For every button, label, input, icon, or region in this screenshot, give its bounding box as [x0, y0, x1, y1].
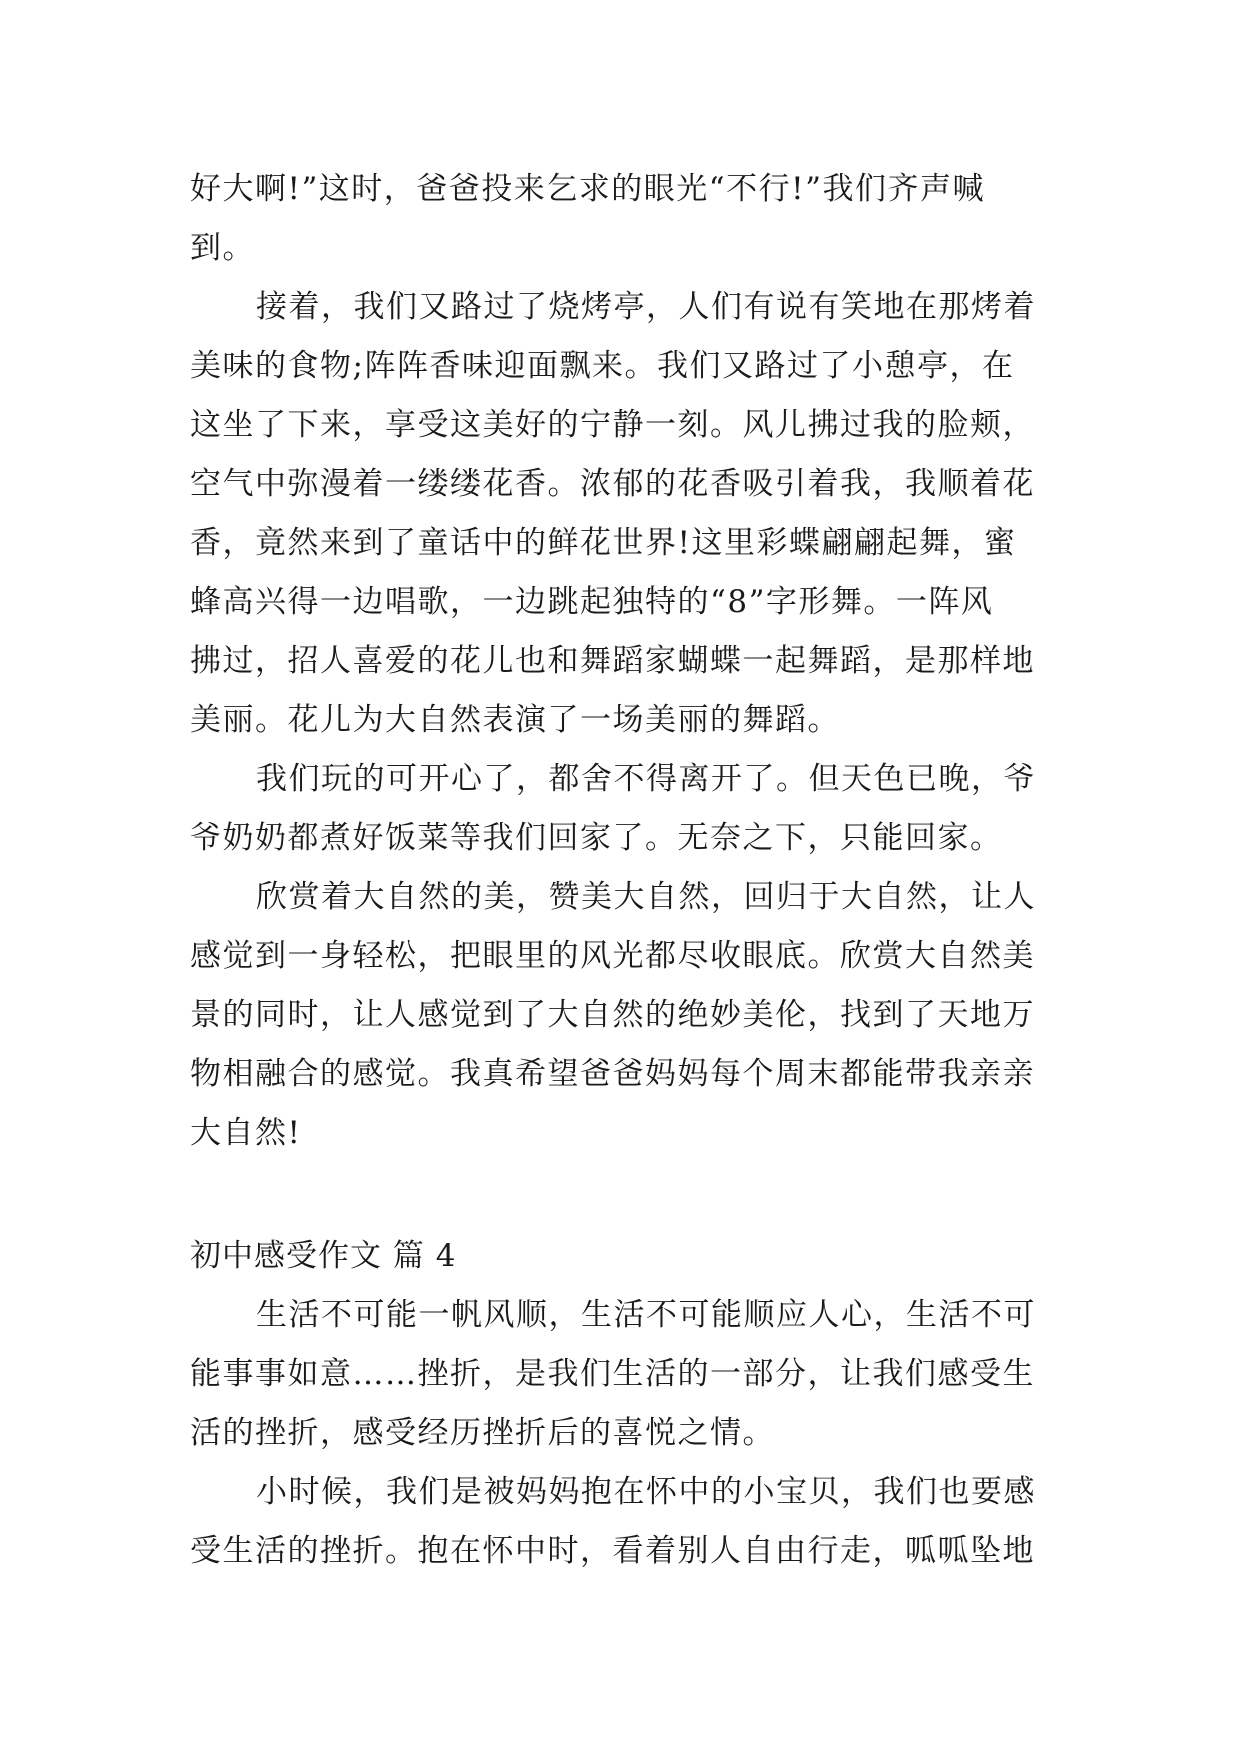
paragraph — [190, 160, 1060, 278]
text-line: 拂过，招人喜爱的花儿也和舞蹈家蝴蝶一起舞蹈，是那样地 — [190, 643, 1035, 679]
text-line: 物相融合的感觉。我真希望爸爸妈妈每个周末都能带我亲亲 — [190, 1056, 1035, 1092]
text-line: 我们玩的可开心了，都舍不得离开了。但天色已晚，爷 — [256, 761, 1036, 797]
text-line: 感觉到一身轻松，把眼里的风光都尽收眼底。欣赏大自然美 — [190, 938, 1035, 974]
text-line: 景的同时，让人感觉到了大自然的绝妙美伦，找到了天地万 — [190, 997, 1035, 1033]
text-line: 大自然! — [190, 1115, 302, 1151]
paragraph — [190, 278, 1060, 750]
text-line: 好大啊!”这时，爸爸投来乞求的眼光“不行!”我们齐声喊 — [190, 171, 985, 207]
text-line: 受生活的挫折。抱在怀中时，看着别人自由行走，呱呱坠地 — [190, 1533, 1035, 1569]
text-line: 生活不可能一帆风顺，生活不可能顺应人心，生活不可 — [256, 1297, 1036, 1333]
text-line: 欣赏着大自然的美，赞美大自然，回归于大自然，让人 — [256, 879, 1036, 915]
text-line: 美味的食物;阵阵香味迎面飘来。我们又路过了小憩亭，在 — [190, 348, 1015, 384]
text-line: 小时候，我们是被妈妈抱在怀中的小宝贝，我们也要感 — [256, 1474, 1036, 1510]
text-line: 香，竟然来到了童话中的鲜花世界!这里彩蝶翩翩起舞，蜜 — [190, 525, 1017, 561]
section-heading: 初中感受作文 篇 4 — [190, 1238, 457, 1274]
text-line: 爷奶奶都煮好饭菜等我们回家了。无奈之下，只能回家。 — [190, 820, 1003, 856]
text-line: 活的挫折，感受经历挫折后的喜悦之情。 — [190, 1415, 775, 1451]
document-page — [190, 160, 1060, 1581]
paragraph — [190, 868, 1060, 1163]
text-line: 蜂高兴得一边唱歌，一边跳起独特的“8”字形舞。一阵风 — [190, 584, 994, 620]
text-line: 接着，我们又路过了烧烤亭，人们有说有笑地在那烤着 — [256, 289, 1036, 325]
paragraph — [190, 750, 1060, 868]
section-spacer — [190, 1163, 1060, 1227]
text-line: 这坐了下来，享受这美好的宁静一刻。风儿拂过我的脸颊， — [190, 407, 1035, 443]
text-line: 美丽。花儿为大自然表演了一场美丽的舞蹈。 — [190, 702, 840, 738]
text-line: 能事事如意……挫折，是我们生活的一部分，让我们感受生 — [190, 1356, 1035, 1392]
paragraph — [190, 1463, 1060, 1581]
paragraph — [190, 1286, 1060, 1463]
text-line: 到。 — [190, 230, 255, 266]
text-line: 空气中弥漫着一缕缕花香。浓郁的花香吸引着我，我顺着花 — [190, 466, 1035, 502]
